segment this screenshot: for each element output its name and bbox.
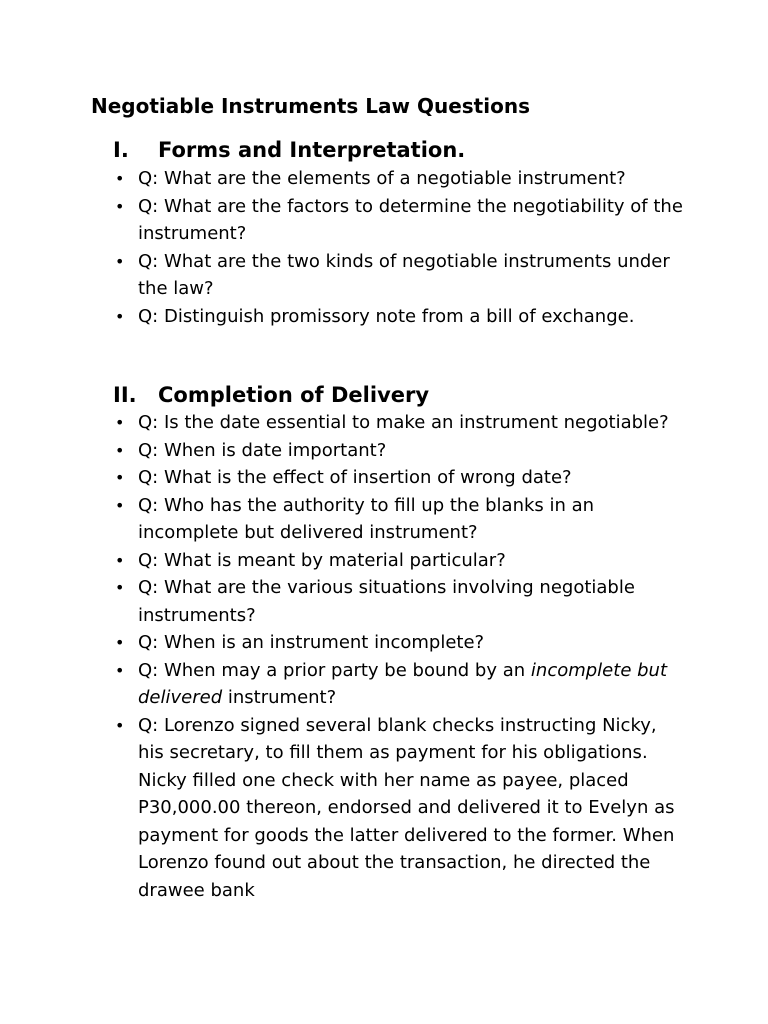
bullet-icon: •	[115, 251, 125, 271]
bullet-icon: •	[115, 468, 125, 487]
question-text: Q: What is the effect of insertion of wrong date?	[138, 467, 572, 488]
question-text: Q: Is the date essential to make an instrument negotiable?	[138, 412, 669, 433]
list-item	[113, 547, 683, 575]
list-item	[113, 193, 683, 248]
bullet-icon: •	[115, 196, 125, 216]
section-heading-completion-of-delivery	[113, 380, 429, 410]
bullet-icon: •	[115, 550, 125, 570]
question-text: Q: Distinguish promissory note from a bill of exchange.	[138, 305, 635, 327]
bullet-icon: •	[115, 715, 125, 735]
section-numeral: I.	[113, 138, 129, 162]
section-title: Forms and Interpretation.	[158, 138, 466, 162]
bullet-icon: •	[115, 413, 125, 432]
list-item	[113, 492, 683, 547]
question-text: Q: Lorenzo signed several blank checks instructing Nicky, his secretary, to fill them as payment for his obligations. Nicky filled one check with her name as payee, placed P30,000.00 thereon, endorsed and delivered it to Evelyn as payment for goods the latter delivered to the former. When Lorenzo found out about the transaction, he directed the drawee bank	[138, 714, 675, 901]
list-item	[113, 712, 683, 905]
question-text: Q: What are the various situations involving negotiable instruments?	[138, 577, 635, 626]
question-text: Q: What are the factors to determine the negotiability of the instrument?	[138, 195, 683, 244]
question-text: Q: What are the two kinds of negotiable instruments under the law?	[138, 250, 670, 299]
section-numeral: II.	[113, 383, 137, 407]
bullet-icon: •	[115, 440, 125, 460]
bullet-icon: •	[115, 578, 125, 597]
list-item	[113, 657, 683, 712]
list-item	[113, 574, 683, 629]
question-text: Q: What are the elements of a negotiable instrument?	[138, 168, 626, 189]
question-emphasis: incomplete but delivered	[138, 659, 668, 708]
bullet-icon: •	[115, 660, 125, 680]
list-item	[113, 629, 683, 657]
bullet-icon: •	[115, 306, 125, 326]
list-item	[113, 437, 683, 465]
question-text: Q: Who has the authority to fill up the blanks in an incomplete but delivered instrument?	[138, 494, 595, 543]
list-item	[113, 248, 683, 303]
list-item	[113, 303, 683, 331]
bullet-icon: •	[115, 169, 125, 188]
question-text: Q: What is meant by material particular?	[138, 549, 506, 571]
bullet-icon: •	[115, 495, 125, 515]
question-text-start: Q: When may a prior party be bound by an	[138, 659, 526, 681]
list-item	[113, 165, 683, 193]
question-text-end: instrument?	[227, 687, 337, 708]
section-title: Completion of Delivery	[158, 383, 430, 407]
question-text: Q: When is an instrument incomplete?	[138, 632, 485, 653]
question-text: Q: When is date important?	[138, 439, 387, 461]
list-item	[113, 409, 683, 437]
section-heading-forms-and-interpretation	[113, 135, 465, 165]
question-list-forms-and-interpretation	[113, 165, 683, 330]
list-item	[113, 464, 683, 492]
document-title: Negotiable Instruments Law Questions	[91, 94, 530, 118]
question-list-completion-of-delivery	[113, 409, 683, 904]
bullet-icon: •	[115, 633, 125, 652]
